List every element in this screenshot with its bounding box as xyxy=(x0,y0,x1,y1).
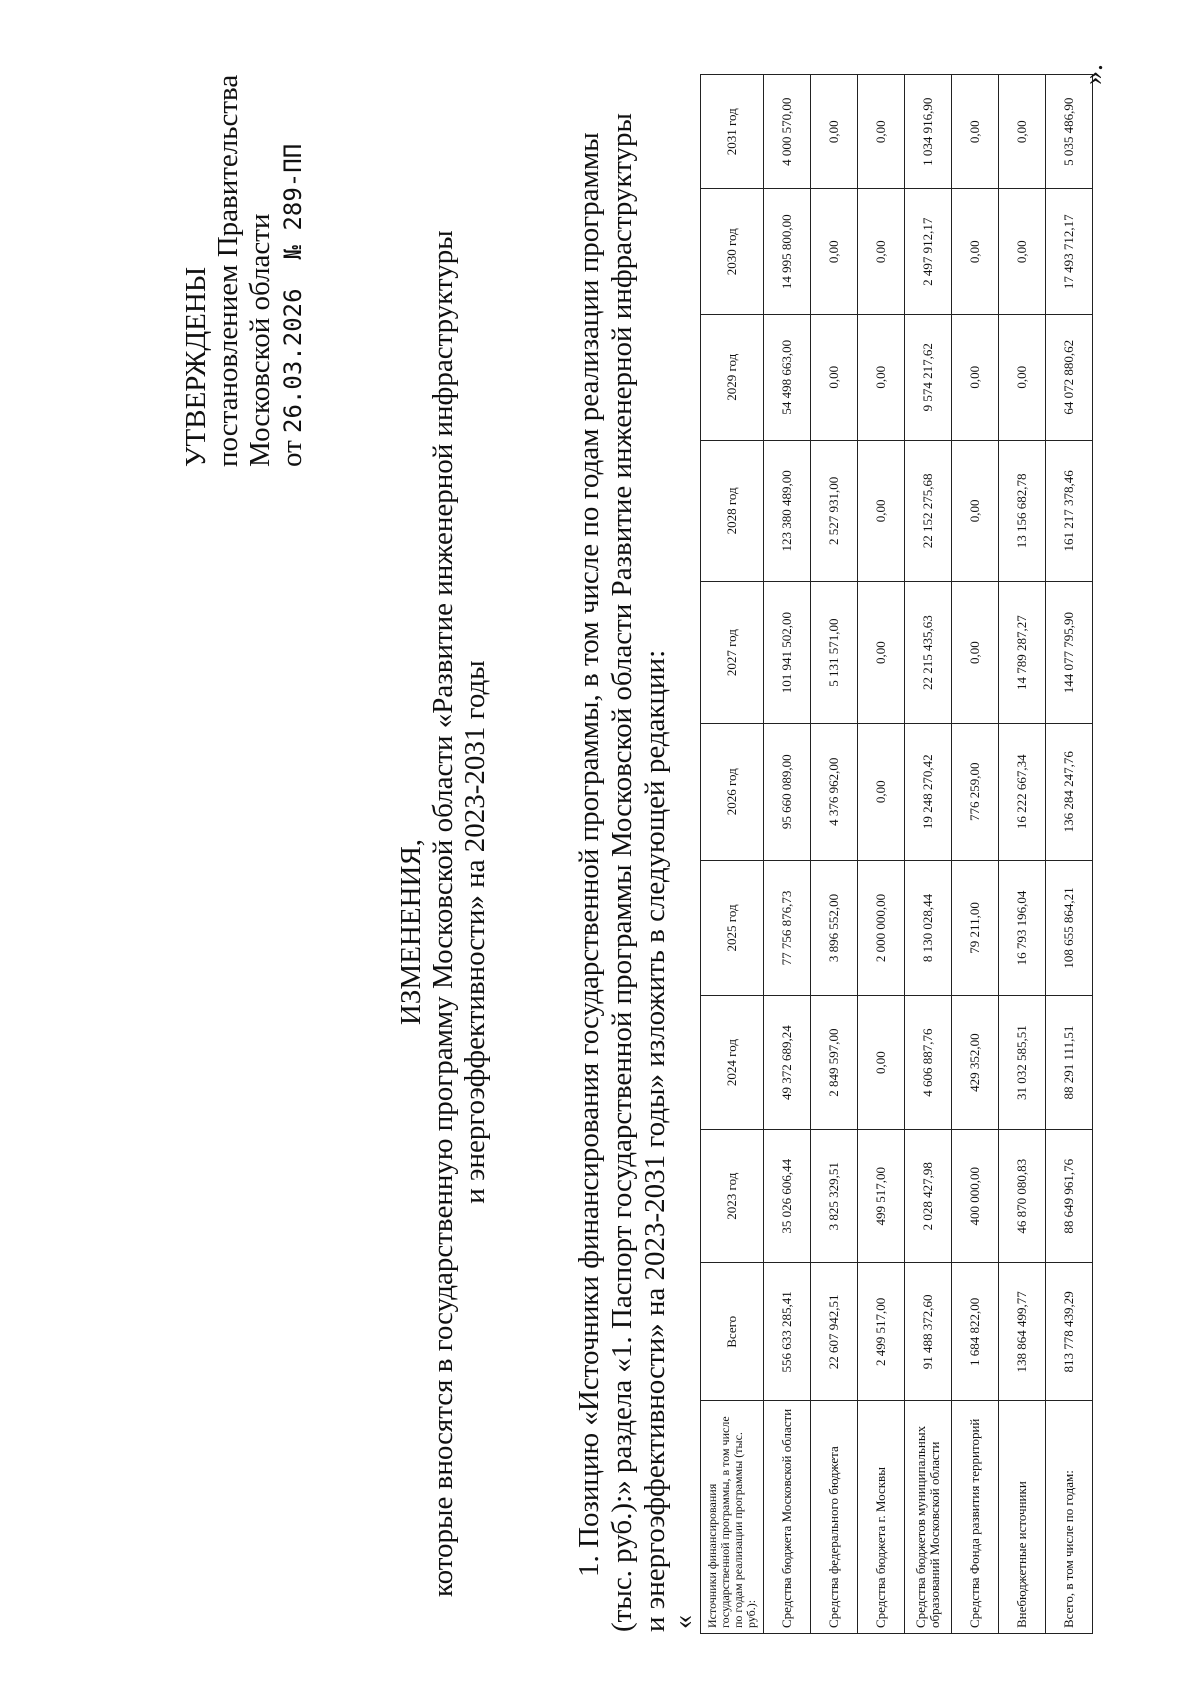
row-source-label: Внебюджетные источники xyxy=(999,1401,1046,1634)
approval-date: 26.03.2026 xyxy=(279,288,307,433)
paragraph-line-3: и энергоэффективности» на 2023-2031 годы» изложить в следующей редакции: xyxy=(639,649,671,1632)
row-amount-cell: 1 684 822,00 xyxy=(952,1263,999,1401)
row-amount-cell: 22 607 942,51 xyxy=(811,1263,858,1401)
header-2025: 2025 год xyxy=(701,860,764,996)
row-amount-cell: 0,00 xyxy=(858,723,905,860)
row-amount-cell: 0,00 xyxy=(811,75,858,189)
table-row xyxy=(905,75,952,1634)
row-amount-cell: 2 028 427,98 xyxy=(905,1129,952,1263)
row-amount-cell: 1 034 916,90 xyxy=(905,75,952,189)
header-2027: 2027 год xyxy=(701,582,764,724)
row-amount-cell: 136 284 247,76 xyxy=(1046,723,1093,860)
header-2028: 2028 год xyxy=(701,440,764,582)
row-amount-cell: 101 941 502,00 xyxy=(764,582,811,724)
row-amount-cell: 22 152 275,68 xyxy=(905,440,952,582)
title-line-2: которые вносятся в государственную программу Московской области «Развитие инженерной инфраструктуры xyxy=(427,230,459,1597)
approval-date-prefix: от xyxy=(276,440,308,467)
row-amount-cell: 5 131 571,00 xyxy=(811,582,858,724)
row-amount-cell: 138 864 499,77 xyxy=(999,1263,1046,1401)
approval-stamp xyxy=(180,75,309,467)
row-amount-cell: 4 606 887,76 xyxy=(905,996,952,1130)
row-amount-cell: 3 825 329,51 xyxy=(811,1129,858,1263)
row-amount-cell: 19 248 270,42 xyxy=(905,723,952,860)
row-amount-cell: 400 000,00 xyxy=(952,1129,999,1263)
header-total: Всего xyxy=(701,1263,764,1401)
row-amount-cell: 0,00 xyxy=(952,75,999,189)
row-amount-cell: 429 352,00 xyxy=(952,996,999,1130)
row-amount-cell: 0,00 xyxy=(858,996,905,1130)
approval-heading: УТВЕРЖДЕНЫ xyxy=(180,266,212,467)
row-amount-cell: 9 574 217,62 xyxy=(905,315,952,441)
row-amount-cell: 4 000 570,00 xyxy=(764,75,811,189)
row-amount-cell: 0,00 xyxy=(952,440,999,582)
header-2029: 2029 год xyxy=(701,315,764,441)
header-2024: 2024 год xyxy=(701,996,764,1130)
row-amount-cell: 0,00 xyxy=(858,582,905,724)
row-amount-cell: 2 497 912,17 xyxy=(905,189,952,315)
title-heading: ИЗМЕНЕНИЯ, xyxy=(395,838,427,1026)
row-amount-cell: 95 660 089,00 xyxy=(764,723,811,860)
row-amount-cell: 2 849 597,00 xyxy=(811,996,858,1130)
row-amount-cell: 0,00 xyxy=(858,189,905,315)
row-amount-cell: 0,00 xyxy=(999,315,1046,441)
row-amount-cell: 0,00 xyxy=(952,582,999,724)
row-amount-cell: 3 896 552,00 xyxy=(811,860,858,996)
row-amount-cell: 46 870 080,83 xyxy=(999,1129,1046,1263)
row-amount-cell: 161 217 378,46 xyxy=(1046,440,1093,582)
row-amount-cell: 13 156 682,78 xyxy=(999,440,1046,582)
approval-region: Московской области xyxy=(244,213,276,467)
row-amount-cell: 88 649 961,76 xyxy=(1046,1129,1093,1263)
header-2031: 2031 год xyxy=(701,75,764,189)
row-amount-cell: 54 498 663,00 xyxy=(764,315,811,441)
row-amount-cell: 16 222 667,34 xyxy=(999,723,1046,860)
row-amount-cell: 0,00 xyxy=(811,189,858,315)
row-amount-cell: 49 372 689,24 xyxy=(764,996,811,1130)
row-amount-cell: 0,00 xyxy=(811,315,858,441)
approval-number: № 289-ПП xyxy=(279,143,307,260)
row-amount-cell: 79 211,00 xyxy=(952,860,999,996)
row-amount-cell: 0,00 xyxy=(858,75,905,189)
row-amount-cell: 16 793 196,04 xyxy=(999,860,1046,996)
header-2023: 2023 год xyxy=(701,1129,764,1263)
table-row xyxy=(858,75,905,1634)
document-title xyxy=(395,230,491,1597)
row-amount-cell: 556 633 285,41 xyxy=(764,1263,811,1401)
header-source: Источники финансирования государственной программы, в том числе по годам реализации программы (тыс. руб.): xyxy=(701,1401,764,1634)
row-amount-cell: 0,00 xyxy=(858,315,905,441)
row-amount-cell: 0,00 xyxy=(952,315,999,441)
row-amount-cell: 4 376 962,00 xyxy=(811,723,858,860)
row-source-label: Средства Фонда развития территорий xyxy=(952,1401,999,1634)
row-amount-cell: 144 077 795,90 xyxy=(1046,582,1093,724)
header-2030: 2030 год xyxy=(701,189,764,315)
row-amount-cell: 88 291 111,51 xyxy=(1046,996,1093,1130)
row-amount-cell: 91 488 372,60 xyxy=(905,1263,952,1401)
row-source-label: Средства бюджетов муниципальных образований Московской области xyxy=(905,1401,952,1634)
row-source-label: Средства федерального бюджета xyxy=(811,1401,858,1634)
row-amount-cell: 77 756 876,73 xyxy=(764,860,811,996)
row-amount-cell: 22 215 435,63 xyxy=(905,582,952,724)
row-source-label: Средства бюджета Московской области xyxy=(764,1401,811,1634)
row-amount-cell: 123 380 489,00 xyxy=(764,440,811,582)
row-amount-cell: 5 035 486,90 xyxy=(1046,75,1093,189)
row-amount-cell: 35 026 606,44 xyxy=(764,1129,811,1263)
paragraph-line-2: (тыс. руб.):» раздела «1. Паспорт государственной программы Московской области Развитие инженерной инфраструктуры xyxy=(606,113,638,1632)
row-amount-cell: 0,00 xyxy=(999,75,1046,189)
row-amount-cell: 2 527 931,00 xyxy=(811,440,858,582)
row-amount-cell: 14 995 800,00 xyxy=(764,189,811,315)
amendment-paragraph xyxy=(573,113,672,1632)
row-source-label: Всего, в том числе по годам: xyxy=(1046,1401,1093,1634)
row-amount-cell: 0,00 xyxy=(952,189,999,315)
table-row xyxy=(1046,75,1093,1634)
header-2026: 2026 год xyxy=(701,723,764,860)
row-amount-cell: 0,00 xyxy=(999,189,1046,315)
table-row xyxy=(999,75,1046,1634)
table-row xyxy=(764,75,811,1634)
row-amount-cell: 17 493 712,17 xyxy=(1046,189,1093,315)
financing-table xyxy=(700,74,1093,1634)
title-line-3: и энергоэффективности» на 2023-2031 годы xyxy=(459,660,491,1204)
table-header-row xyxy=(701,75,764,1634)
approval-date-line xyxy=(276,75,309,467)
row-source-label: Средства бюджета г. Москвы xyxy=(858,1401,905,1634)
paragraph-line-1: 1. Позицию «Источники финансирования государственной программы, в том числе по годам реализации программы xyxy=(573,132,605,1577)
table-row xyxy=(952,75,999,1634)
row-amount-cell: 8 130 028,44 xyxy=(905,860,952,996)
opening-quote: « xyxy=(668,1615,699,1629)
row-amount-cell: 14 789 287,27 xyxy=(999,582,1046,724)
row-amount-cell: 499 517,00 xyxy=(858,1129,905,1263)
approval-authority: постановлением Правительства xyxy=(212,74,244,467)
row-amount-cell: 2 000 000,00 xyxy=(858,860,905,996)
table-body xyxy=(764,75,1093,1634)
row-amount-cell: 108 655 864,21 xyxy=(1046,860,1093,996)
row-amount-cell: 813 778 439,29 xyxy=(1046,1263,1093,1401)
row-amount-cell: 2 499 517,00 xyxy=(858,1263,905,1401)
table-row xyxy=(811,75,858,1634)
row-amount-cell: 64 072 880,62 xyxy=(1046,315,1093,441)
row-amount-cell: 0,00 xyxy=(858,440,905,582)
closing-quote: ». xyxy=(1078,64,1109,85)
row-amount-cell: 776 259,00 xyxy=(952,723,999,860)
row-amount-cell: 31 032 585,51 xyxy=(999,996,1046,1130)
